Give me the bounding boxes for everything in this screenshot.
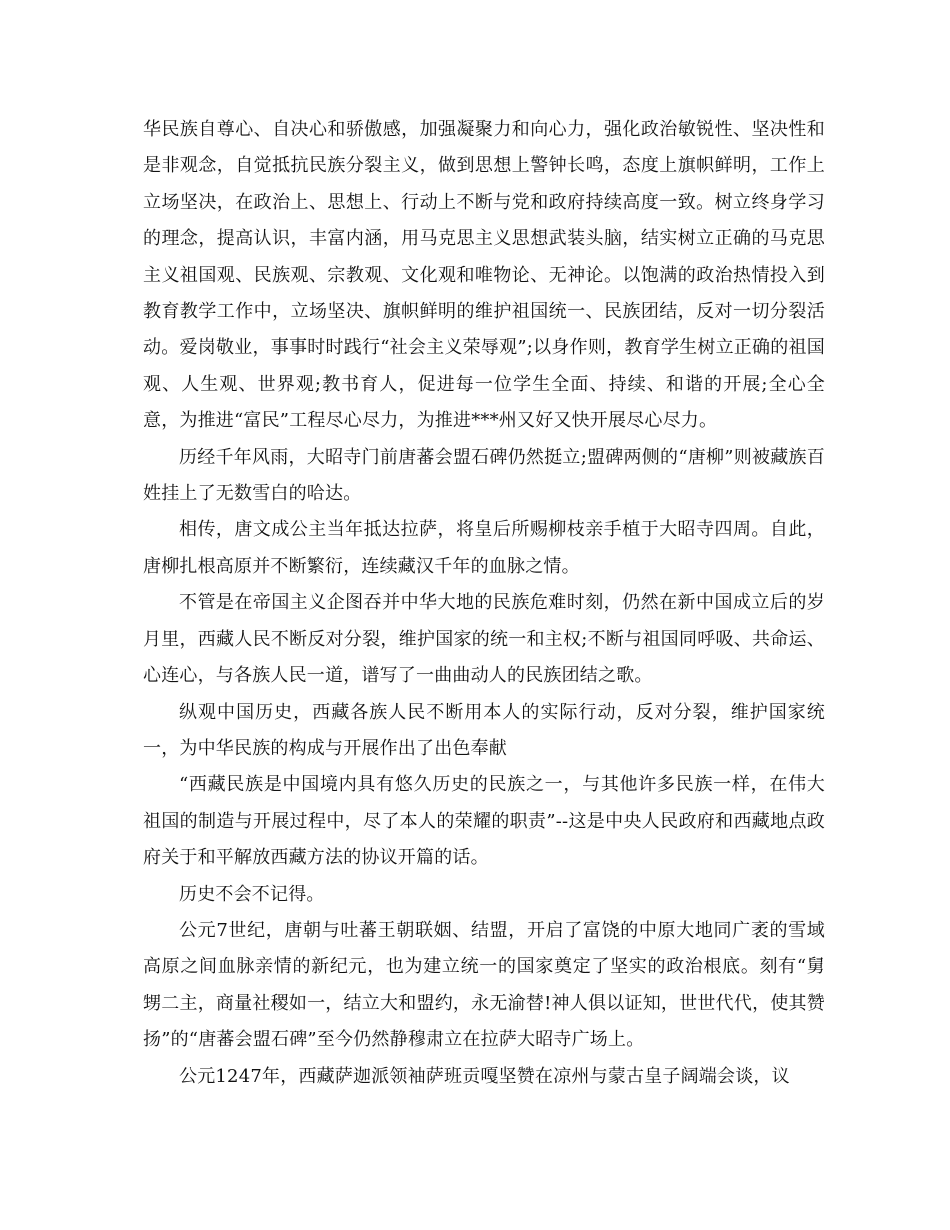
paragraph-7: 历史不会不记得。: [179, 883, 325, 905]
paragraph-6: “西藏民族是中国境内具有悠久历史的民族之一，与其他许多民族一样，在伟大祖国的制造与开展过程中，尽了本人的荣耀的职责”--这是中央人民政府和西藏地点政府关于和平解放西藏方法的协议开篇的话。: [143, 774, 825, 869]
paragraph-4: 不管是在帝国主义企图吞并中华大地的民族危难时刻，仍然在新中国成立后的岁月里，西藏人民不断反对分裂，维护国家的统一和主权;不断与祖国同呼吸、共命运、心连心，与各族人民一道，谱写了一曲曲动人的民族团结之歌。: [143, 592, 825, 687]
paragraph-3: 相传，唐文成公主当年抵达拉萨，将皇后所赐柳枝亲手植于大昭寺四周。自此，唐柳扎根高原并不断繁衍，连续藏汉千年的血脉之情。: [143, 519, 825, 577]
document-body: [143, 112, 825, 1095]
paragraph-1: 华民族自尊心、自决心和骄傲感，加强凝聚力和向心力，强化政治敏锐性、坚决性和是非观念，自觉抵抗民族分裂主义，做到思想上警钟长鸣，态度上旗帜鲜明，工作上立场坚决，在政治上、思想上、行动上不断与党和政府持续高度一致。树立终身学习的理念，提高认识，丰富内涵，用马克思主义思想武装头脑，结实树立正确的马克思主义祖国观、民族观、宗教观、文化观和唯物论、无神论。以饱满的政治热情投入到教育教学工作中，立场坚决、旗帜鲜明的维护祖国统一、民族团结，反对一切分裂活动。爱岗敬业，事事时时践行“社会主义荣辱观”;以身作则，教育学生树立正确的祖国观、人生观、世界观;教书育人，促进每一位学生全面、持续、和谐的开展;全心全意，为推进“富民”工程尽心尽力，为推进***州又好又快开展尽心尽力。: [143, 119, 825, 432]
paragraph-8: 公元7世纪，唐朝与吐蕃王朝联姻、结盟，开启了富饶的中原大地同广袤的雪域高原之间血脉亲情的新纪元，也为建立统一的国家奠定了坚实的政治根底。刻有“舅甥二主，商量社稷如一，结立大和盟约，永无渝替!神人俱以证知，世世代代，使其赞扬”的“唐蕃会盟石碑”至今仍然静穆肃立在拉萨大昭寺广场上。: [143, 919, 825, 1051]
paragraph-9: 公元1247年，西藏萨迦派领袖萨班贡嘎坚赞在凉州与蒙古皇子阔端会谈，议: [179, 1065, 790, 1087]
paragraph-5: 纵观中国历史，西藏各族人民不断用本人的实际行动，反对分裂，维护国家统一，为中华民族的构成与开展作出了出色奉献: [143, 701, 825, 759]
paragraph-2: 历经千年风雨，大昭寺门前唐蕃会盟石碑仍然挺立;盟碑两侧的“唐柳”则被藏族百姓挂上了无数雪白的哈达。: [143, 446, 825, 505]
